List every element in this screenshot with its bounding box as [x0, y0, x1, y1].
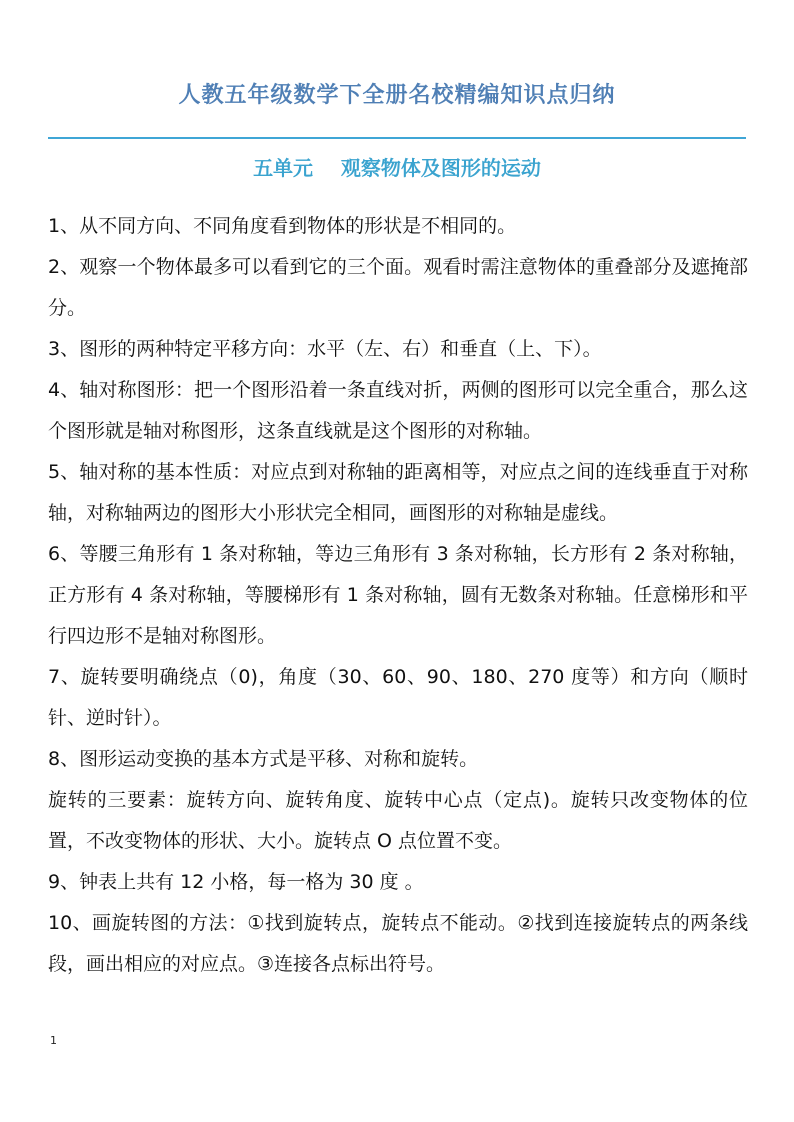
paragraph-6: 6、等腰三角形有 1 条对称轴，等边三角形有 3 条对称轴，长方形有 2 条对称轴，正方形有 4 条对称轴，等腰梯形有 1 条对称轴，圆有无数条对称轴。任意梯形和平行四边形不是轴对称图形。	[48, 543, 748, 647]
page-number: 1	[50, 1034, 57, 1047]
paragraph-8: 8、图形运动变换的基本方式是平移、对称和旋转。	[48, 748, 479, 770]
paragraph-rotation-elements: 旋转的三要素：旋转方向、旋转角度、旋转中心点（定点)。旋转只改变物体的位置，不改变物体的形状、大小。旋转点 O 点位置不变。	[48, 789, 748, 852]
paragraph-1: 1、从不同方向、不同角度看到物体的形状是不相同的。	[48, 215, 517, 237]
paragraph-10: 10、画旋转图的方法：①找到旋转点，旋转点不能动。②找到连接旋转点的两条线段，画出相应的对应点。③连接各点标出符号。	[48, 912, 748, 975]
paragraph-7: 7、旋转要明确绕点（0)，角度（30、60、90、180、270 度等）和方向（顺时针、逆时针）。	[48, 666, 748, 729]
paragraph-2: 2、观察一个物体最多可以看到它的三个面。观看时需注意物体的重叠部分及遮掩部分。	[48, 256, 748, 319]
document-title: 人教五年级数学下全册名校精编知识点归纳	[178, 83, 616, 108]
paragraph-9: 9、钟表上共有 12 小格，每一格为 30 度 。	[48, 871, 424, 893]
paragraph-3: 3、图形的两种特定平移方向：水平（左、右）和垂直（上、下）。	[48, 338, 602, 360]
document-body	[48, 206, 748, 985]
unit-title: 五单元 观察物体及图形的运动	[253, 156, 541, 180]
paragraph-4: 4、轴对称图形：把一个图形沿着一条直线对折，两侧的图形可以完全重合，那么这个图形就是轴对称图形，这条直线就是这个图形的对称轴。	[48, 379, 748, 442]
title-divider	[48, 137, 746, 139]
paragraph-5: 5、轴对称的基本性质：对应点到对称轴的距离相等，对应点之间的连线垂直于对称轴，对称轴两边的图形大小形状完全相同，画图形的对称轴是虚线。	[48, 461, 748, 524]
